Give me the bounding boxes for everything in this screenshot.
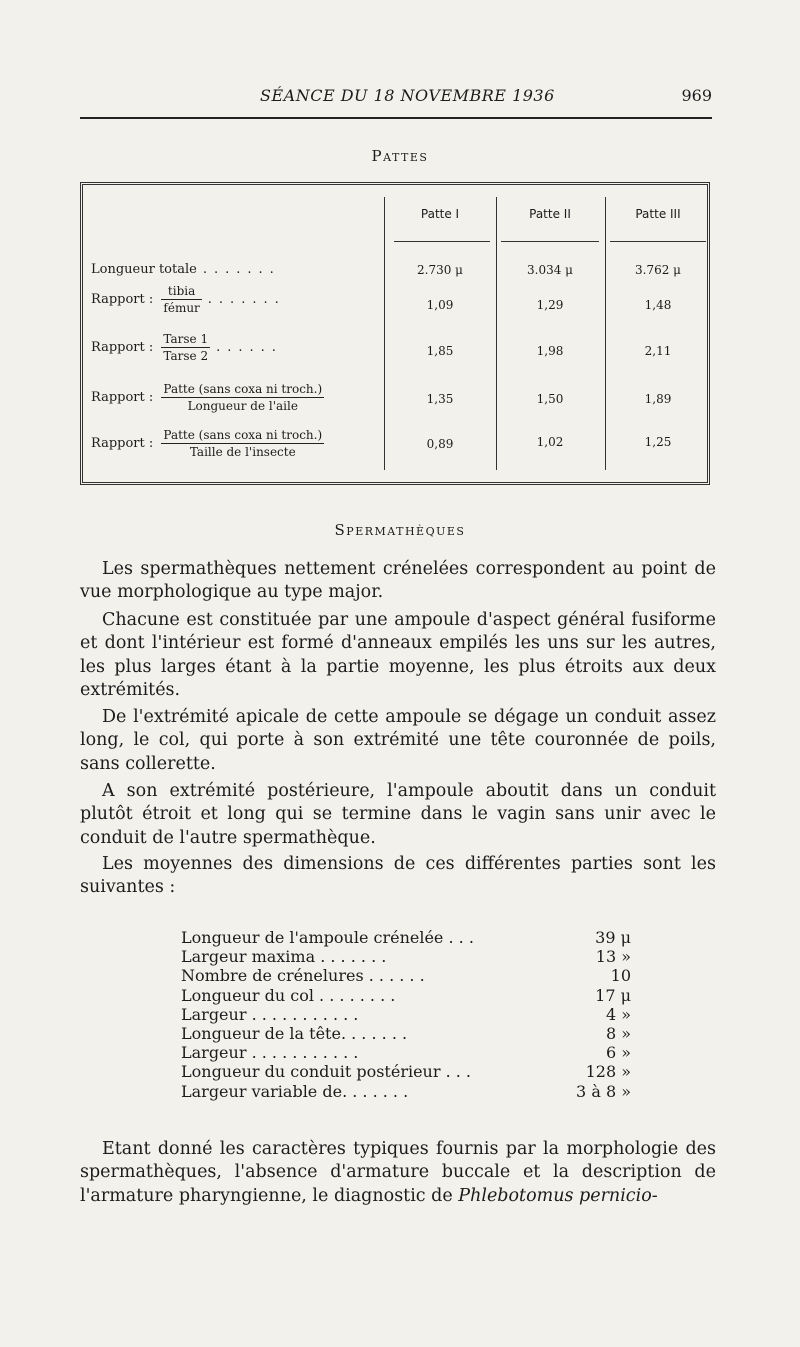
table-cell: 1,89 — [644, 392, 672, 406]
spermatheques-title: Spermathèques — [334, 521, 466, 539]
table-column-divider — [496, 197, 497, 470]
dimension-value: 6 » — [605, 1043, 631, 1063]
table-cell: 3.762 μ — [635, 263, 681, 277]
header-rule — [80, 117, 712, 119]
species-name: Phlebotomus pernicio- — [458, 1185, 658, 1206]
dimension-value: 39 μ — [595, 928, 631, 947]
table-cell: 1,85 — [426, 344, 454, 358]
row-label-tibia-femur — [91, 283, 286, 316]
list-item — [181, 986, 631, 1005]
table-cell: 1,50 — [536, 392, 564, 406]
table-cell: 1,09 — [426, 298, 454, 312]
dimensions-list — [181, 928, 631, 1101]
dimension-value: 10 — [610, 966, 631, 986]
pattes-title: Pattes — [371, 147, 429, 165]
paragraph: A son extrémité postérieure, l'ampoule aboutit dans un conduit plutôt étroit et long qui se termine dans le vagin sans unir avec le conduit de l'autre spermathèque. — [80, 781, 716, 848]
table-cell: 1,35 — [426, 392, 454, 406]
table-cell: 1,29 — [536, 298, 564, 312]
list-item — [181, 966, 631, 985]
paragraph: Les spermathèques nettement crénelées correspondent au point de vue morphologique au type major. — [80, 559, 716, 603]
row-label-text: Rapport : — [91, 340, 154, 355]
column-header-patte-1: Patte I — [420, 207, 460, 221]
fraction-numerator: Patte (sans coxa ni troch.) — [163, 382, 323, 396]
fraction — [161, 427, 324, 460]
list-item — [181, 1082, 631, 1101]
list-item — [181, 947, 631, 966]
dimension-label: Largeur . . . . . . . . . . . — [181, 1004, 359, 1024]
fraction-denominator: Longueur de l'aile — [187, 399, 298, 413]
paragraph: Chacune est constituée par une ampoule d'aspect général fusiforme et dont l'intérieur est formé d'anneaux empilés les uns sur les autres, les plus larges étant à la partie moyenne, les plus étroits aux deux extrémités. — [80, 610, 716, 700]
row-label-text: Rapport : — [91, 390, 154, 405]
pattes-table — [80, 182, 710, 485]
dimension-value: 17 μ — [595, 985, 631, 1005]
dimension-value: 13 » — [595, 947, 631, 967]
table-cell: 2,11 — [644, 344, 672, 358]
table-cell: 1,98 — [536, 344, 564, 358]
dimension-label: Largeur . . . . . . . . . . . — [181, 1043, 359, 1063]
paragraph: Les moyennes des dimensions de ces différentes parties sont les suivantes : — [80, 854, 716, 898]
column-header-patte-3: Patte III — [635, 207, 681, 221]
fraction — [161, 381, 324, 414]
running-title: SÉANCE DU 18 NOVEMBRE 1936 — [260, 86, 555, 105]
running-header — [80, 86, 712, 110]
table-cell: 0,89 — [426, 437, 454, 451]
row-label-patte-taille — [91, 427, 324, 460]
table-cell: 2.730 μ — [417, 263, 463, 277]
row-label-patte-aile — [91, 381, 324, 414]
list-item — [181, 1024, 631, 1043]
dimension-value: 128 » — [585, 1062, 631, 1082]
dimension-value: 3 à 8 » — [576, 1081, 631, 1101]
dimension-value: 8 » — [605, 1023, 631, 1043]
row-label-text: Longueur totale — [91, 262, 197, 277]
table-header-rule — [501, 241, 599, 242]
leader-dots: ....... — [202, 262, 281, 277]
table-cell: 1,25 — [644, 435, 672, 449]
table-column-divider — [384, 197, 385, 470]
dimension-label: Largeur maxima . . . . . . . — [181, 947, 387, 967]
dimension-label: Nombre de crénelures . . . . . . — [181, 966, 425, 986]
list-item — [181, 1005, 631, 1024]
row-label-tarse — [91, 331, 283, 364]
fraction-numerator: tibia — [161, 283, 201, 300]
paragraph-final — [80, 1138, 716, 1208]
paragraph: De l'extrémité apicale de cette ampoule se dégage un conduit assez long, le col, qui porte à son extrémité une tête couronnée de poils, sans collerette. — [80, 707, 716, 774]
table-header-rule — [394, 241, 490, 242]
dimension-value: 4 » — [605, 1004, 631, 1024]
column-header-patte-2: Patte II — [529, 207, 571, 221]
fraction-denominator: fémur — [163, 301, 200, 315]
fraction — [161, 283, 201, 316]
page-number: 969 — [681, 86, 712, 105]
list-item — [181, 1043, 631, 1062]
dimension-label: Longueur de l'ampoule crénelée . . . — [181, 928, 474, 947]
fraction — [161, 331, 210, 364]
row-label-text: Rapport : — [91, 292, 154, 307]
list-item — [181, 928, 631, 947]
dimension-label: Longueur du conduit postérieur . . . — [181, 1062, 472, 1082]
fraction-numerator: Patte (sans coxa ni troch.) — [163, 428, 323, 442]
row-label-longueur-totale — [91, 262, 281, 277]
fraction-denominator: Tarse 2 — [163, 349, 209, 363]
fraction-numerator: Tarse 1 — [163, 332, 209, 346]
leader-dots: ...... — [216, 340, 283, 355]
table-column-divider — [605, 197, 606, 470]
table-cell: 1,02 — [536, 435, 564, 449]
dimension-label: Largeur variable de. . . . . . . — [181, 1081, 409, 1101]
paragraph-text: Etant donné les caractères typiques fournis par la morphologie des spermathèques, l'absence d'armature buccale et la description de l'armature pharyngienne, le diagnostic de — [80, 1139, 716, 1206]
dimension-label: Longueur de la tête. . . . . . . — [181, 1023, 408, 1043]
table-cell: 3.034 μ — [527, 263, 573, 277]
row-label-text: Rapport : — [91, 436, 154, 451]
table-header-rule — [610, 241, 706, 242]
list-item — [181, 1062, 631, 1081]
fraction-denominator: Taille de l'insecte — [189, 445, 296, 459]
dimension-label: Longueur du col . . . . . . . . — [181, 985, 396, 1005]
table-cell: 1,48 — [644, 298, 672, 312]
leader-dots: ....... — [207, 292, 286, 307]
